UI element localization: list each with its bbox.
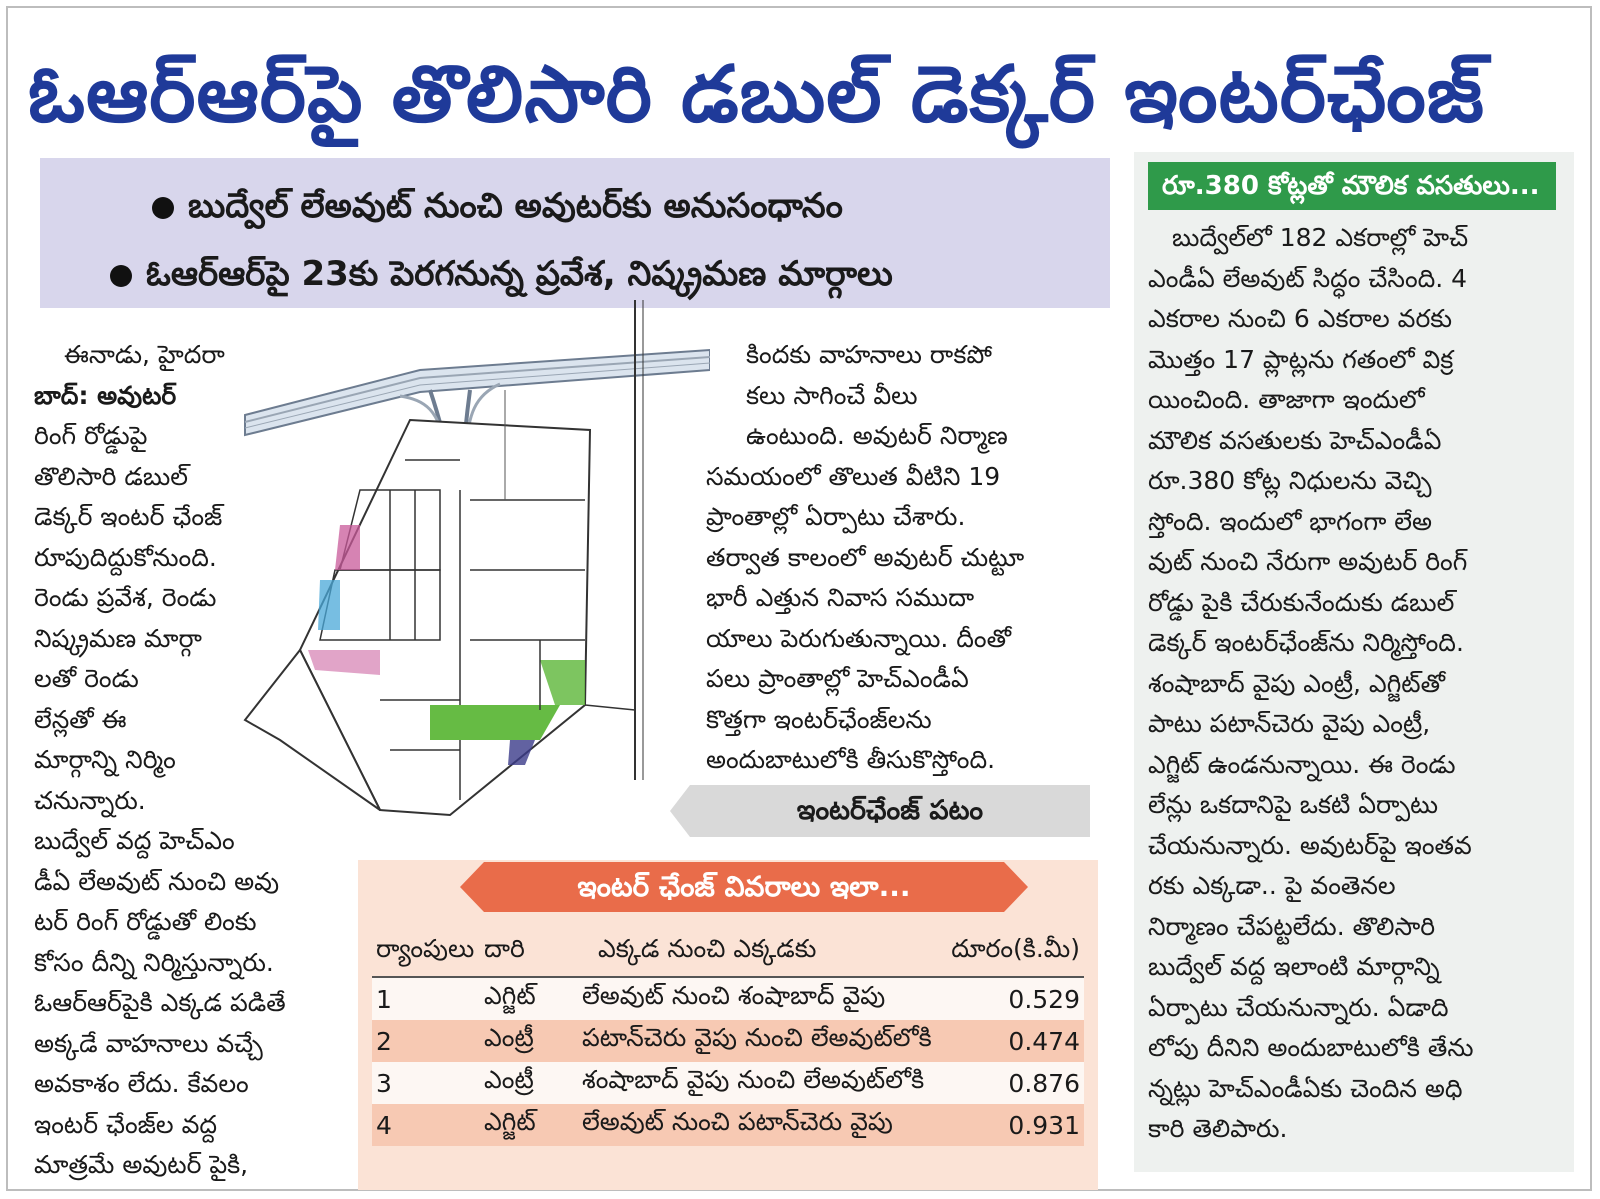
body-line: పాటు పటాన్‌చెరు వైపు ఎంట్రీ, — [1148, 709, 1431, 738]
body-line: బాద్: అవుటర్ — [34, 380, 177, 410]
body-line: బుద్వేల్‌లో 182 ఎకరాల్లో హెచ్ — [1172, 223, 1469, 252]
bullet-icon — [110, 265, 132, 287]
body-line: బుద్వేల్ వద్ద ఇలాంటి మార్గాన్ని — [1148, 952, 1440, 981]
column-header-from-to: ఎక్కడ నుంచి ఎక్కడకు — [578, 928, 944, 977]
ramp-details-box — [358, 860, 1098, 1190]
body-line: స్తోంది. ఇందులో భాగంగా లేఅ — [1148, 506, 1433, 536]
body-line: మార్గాన్ని నిర్మిం — [34, 745, 176, 774]
cell-route: ఎగ్జిట్ — [480, 977, 578, 1020]
body-line: ఓఆర్‌ఆర్‌పైకి ఎక్కడ పడితే — [34, 988, 286, 1017]
body-line: బుద్వేల్ వద్ద హెచ్ఎం — [34, 826, 235, 855]
sidebar-text — [1148, 218, 1563, 1150]
subheading-1-text: బుద్వేల్ లేఅవుట్ నుంచి అవుటర్‌కు అనుసంధానం — [188, 186, 843, 226]
body-line: కోసం దీన్ని నిర్మిస్తున్నారు. — [34, 947, 274, 977]
subheading-1 — [40, 172, 1110, 240]
cell-route: ఎగ్జిట్ — [480, 1104, 578, 1146]
table-header-row — [372, 928, 1084, 977]
interchange-map — [240, 300, 710, 845]
ramp-table-title: ఇంటర్ ఛేంజ్ వివరాలు ఇలా... — [484, 862, 1004, 912]
cell-from-to: లేఅవుట్ నుంచి శంషాబాద్ వైపు — [578, 977, 944, 1020]
subheading-2 — [40, 240, 1110, 308]
body-line: మౌలిక వసతులకు హెచ్ఎండీఏ — [1148, 425, 1442, 455]
body-line: సమయంలో తొలుత వీటిని 19 — [706, 461, 1001, 491]
cell-from-to: శంషాబాద్ వైపు నుంచి లేఅవుట్‌లోకి — [578, 1062, 944, 1104]
body-line: అక్కడే వాహనాలు వచ్చే — [34, 1028, 263, 1058]
map-caption: ఇంటర్‌ఛేంజ్ పటం — [690, 785, 1090, 837]
body-line: ఈనాడు, హైదరా — [64, 340, 225, 369]
body-line: లేన్లు ఒకదానిపై ఒకటి ఏర్పాటు — [1148, 790, 1439, 819]
cell-ramp-number: 1 — [372, 977, 480, 1020]
orr-road — [245, 350, 710, 435]
cell-ramp-number: 3 — [372, 1062, 480, 1104]
subheading-box — [40, 158, 1110, 308]
body-line: డెక్కర్ ఇంటర్‌ఛేంజ్‌ను నిర్మిస్తోంది. — [1148, 628, 1464, 657]
body-line: రెండు ప్రవేశ, రెండు — [34, 583, 217, 612]
body-line: డెక్కర్ ఇంటర్ ఛేంజ్ — [34, 502, 223, 531]
column-header-distance: దూరం(కి.మీ) — [944, 928, 1084, 977]
body-line: ప్రాంతాల్లో ఏర్పాటు చేశారు. — [706, 502, 966, 531]
cell-from-to: లేఅవుట్ నుంచి పటాన్‌చెరు వైపు — [578, 1104, 944, 1146]
body-line: మాత్రమే అవుటర్ పైకి, — [34, 1150, 249, 1179]
body-line: మొత్తం 17 ప్లాట్లను గతంలో విక్ర — [1148, 344, 1454, 374]
body-line: తర్వాత కాలంలో అవుటర్ చుట్టూ — [706, 542, 1025, 572]
body-line: నిర్మాణం చేపట్టలేదు. తొలిసారి — [1148, 911, 1436, 941]
body-line: కిందకు వాహనాలు రాకపో — [746, 340, 992, 369]
column-header-ramps: ర్యాంపులు — [372, 928, 480, 977]
body-line: న్నట్లు హెచ్ఎండీఏకు చెందిన అధి — [1148, 1073, 1463, 1103]
sidebar-box — [1134, 152, 1574, 1172]
body-line: రూపుదిద్దుకోనుంది. — [34, 542, 217, 572]
body-line: కలు సాగించే వీలు — [746, 380, 918, 410]
body-line: టర్ రింగ్ రోడ్డుతో లింకు — [34, 907, 257, 936]
cell-distance: 0.474 — [944, 1020, 1084, 1062]
cell-distance: 0.876 — [944, 1062, 1084, 1104]
table-row — [372, 1104, 1084, 1146]
body-line: వుట్ నుంచి నేరుగా అవుటర్ రింగ్ — [1148, 547, 1468, 576]
body-line: డీఏ లేఅవుట్ నుంచి అవు — [34, 866, 280, 896]
body-line: అందుబాటులోకి తీసుకొస్తోంది. — [706, 745, 996, 774]
body-line: రకు ఎక్కడా.. పై వంతెనల — [1148, 871, 1396, 900]
subheading-2-text: ఓఆర్‌ఆర్‌పై 23కు పెరగనున్న ప్రవేశ, నిష్క్రమణ మార్గాలు — [146, 254, 893, 294]
body-line: ఇంటర్ ఛేంజ్‌ల వద్ద — [34, 1109, 218, 1139]
body-line: కొత్తగా ఇంటర్‌ఛేంజ్‌లను — [706, 704, 932, 734]
cell-ramp-number: 4 — [372, 1104, 480, 1146]
body-line: లోపు దీనిని అందుబాటులోకి తేను — [1148, 1033, 1474, 1062]
body-line: నిష్క్రమణ మార్గా — [34, 623, 202, 653]
cell-ramp-number: 2 — [372, 1020, 480, 1062]
body-line: చనున్నారు. — [34, 785, 146, 815]
body-line: ఉంటుంది. అవుటర్ నిర్మాణ — [746, 421, 1008, 450]
body-line: ఏర్పాటు చేయనున్నారు. ఏడాది — [1148, 992, 1449, 1022]
table-row — [372, 1062, 1084, 1104]
body-line: లేన్లతో ఈ — [34, 704, 127, 734]
body-line: ఎకరాల నుంచి 6 ఎకరాల వరకు — [1148, 304, 1452, 333]
table-row — [372, 977, 1084, 1020]
headline: ఓఆర్‌ఆర్‌పై తొలిసారి డబుల్ డెక్కర్ ఇంటర్‌ఛేంజ్ — [28, 50, 1485, 140]
body-line: ఎండీఏ లేఅవుట్ సిద్ధం చేసింది. 4 — [1148, 263, 1468, 293]
body-line: పలు ప్రాంతాల్లో హెచ్ఎండీఏ — [706, 664, 969, 693]
cell-route: ఎంట్రీ — [480, 1020, 578, 1062]
body-line: ఎగ్జిట్ ఉండనున్నాయి. ఈ రెండు — [1148, 749, 1456, 779]
cell-from-to: పటాన్‌చెరు వైపు నుంచి లేఅవుట్‌లోకి — [578, 1020, 944, 1062]
cell-distance: 0.529 — [944, 977, 1084, 1020]
column-header-route: దారి — [480, 928, 578, 977]
body-line: భారీ ఎత్తున నివాస సముదా — [706, 583, 975, 612]
body-line: యాలు పెరుగుతున్నాయి. దీంతో — [706, 623, 1011, 653]
body-line: లతో రెండు — [34, 664, 139, 693]
table-row — [372, 1020, 1084, 1062]
middle-column-text — [706, 335, 1086, 781]
body-line: కారి తెలిపారు. — [1148, 1114, 1288, 1143]
cell-route: ఎంట్రీ — [480, 1062, 578, 1104]
body-line: శంషాబాద్ వైపు ఎంట్రీ, ఎగ్జిట్‌తో — [1148, 668, 1445, 698]
body-line: రూ.380 కోట్ల నిధులను వెచ్చి — [1148, 466, 1432, 495]
body-line: తొలిసారి డబుల్ — [34, 461, 189, 491]
body-line: రోడ్డు పైకి చేరుకునేందుకు డబుల్ — [1148, 587, 1455, 617]
layout-plots — [245, 420, 590, 815]
body-line: రింగ్ రోడ్డుపై — [34, 421, 148, 450]
cell-distance: 0.931 — [944, 1104, 1084, 1146]
ramp-table — [372, 928, 1084, 1146]
body-line: అవకాశం లేదు. కేవలం — [34, 1069, 249, 1098]
body-line: చేయనున్నారు. అవుటర్‌పై ఇంతవ — [1148, 830, 1472, 860]
sidebar-heading: రూ.380 కోట్లతో మౌలిక వసతులు... — [1148, 162, 1556, 210]
body-line: యించింది. తాజాగా ఇందులో — [1148, 385, 1425, 414]
bullet-icon — [152, 197, 174, 219]
